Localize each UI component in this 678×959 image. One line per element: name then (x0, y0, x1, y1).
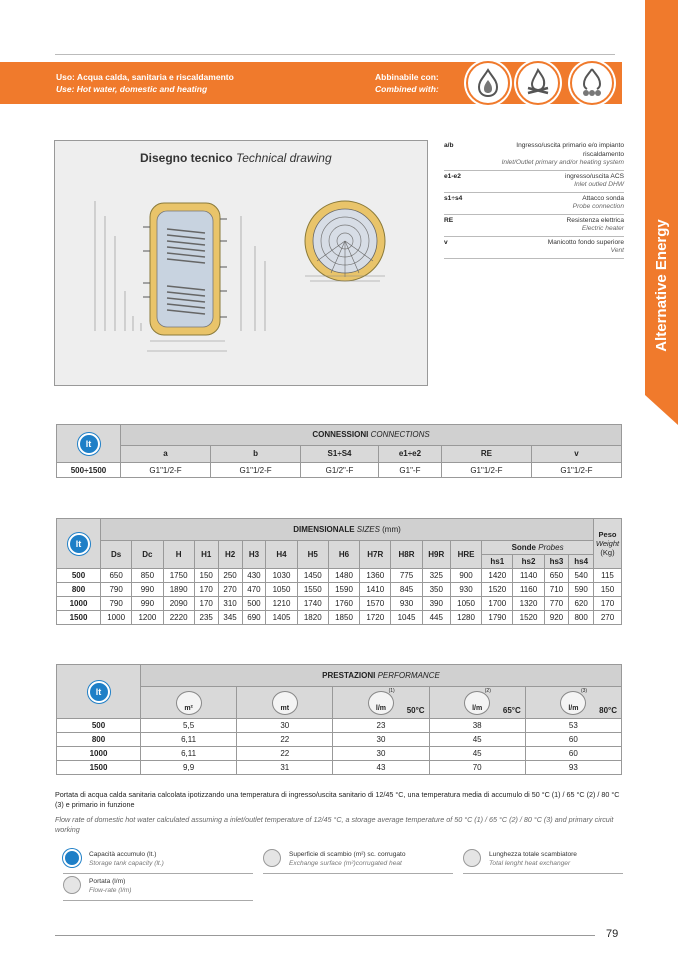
connections-cell: G1"1/2-F (121, 463, 211, 478)
sizes-cell: 1030 (266, 569, 297, 583)
performance-model: 1500 (57, 761, 141, 775)
performance-row (57, 747, 622, 761)
sizes-col-header: Dc (132, 541, 163, 569)
connections-cell: G1"-F (379, 463, 442, 478)
combined-text (375, 71, 439, 95)
sizes-cell: 650 (101, 569, 132, 583)
probe-col-header: hs3 (544, 555, 569, 569)
sizes-cell: 800 (569, 611, 594, 625)
performance-model: 500 (57, 719, 141, 733)
sizes-cell: 310 (218, 597, 242, 611)
legend-it: Ingresso/uscita primario e/o impianto riscaldamento (516, 142, 624, 158)
connections-cell: G1"1/2-F (531, 463, 621, 478)
sizes-cell: 1140 (513, 569, 544, 583)
sizes-cell: 150 (194, 569, 218, 583)
sizes-cell: 620 (569, 597, 594, 611)
performance-cell: 30 (333, 733, 429, 747)
flow-rate-icon (368, 691, 394, 715)
connections-badge-cell (57, 425, 121, 463)
sizes-cell: 430 (242, 569, 266, 583)
sizes-col-header: H6 (328, 541, 359, 569)
sizes-badge-cell (57, 519, 101, 569)
performance-badge-cell (57, 665, 141, 719)
sizes-cell: 930 (391, 597, 422, 611)
icon-label: mt (280, 704, 290, 712)
sizes-cell: 345 (218, 611, 242, 625)
heat-pump-icon (570, 61, 614, 105)
sizes-cell: 1210 (266, 597, 297, 611)
probe-col-header: hs2 (513, 555, 544, 569)
probes-en: Probes (538, 543, 564, 552)
sizes-cell: 790 (101, 597, 132, 611)
connections-cell: G1"1/2-F (441, 463, 531, 478)
sizes-cell: 1050 (266, 583, 297, 597)
sizes-cell: 1570 (360, 597, 391, 611)
performance-cell: 5,5 (141, 719, 237, 733)
sizes-cell: 1520 (482, 583, 513, 597)
key-exchange-surface: Superficie di scambio (m²) sc. corrugato Exchange surface (m²)corrugated heat (263, 849, 453, 871)
legend-value (484, 142, 624, 168)
performance-model: 800 (57, 733, 141, 747)
sizes-col-header: H (163, 541, 194, 569)
legend-row (444, 140, 624, 171)
sizes-model: 1000 (57, 597, 101, 611)
connections-title: CONNESSIONI CONNECTIONS (121, 425, 622, 446)
probe-col-header: hs1 (482, 555, 513, 569)
side-tab-label: Alternative Energy (653, 218, 671, 352)
key-exchanger-length: Lunghezza totale scambiatore Total lenght heat exchanger (463, 849, 623, 871)
sizes-col-header: H8R (391, 541, 422, 569)
performance-title: PRESTAZIONI PERFORMANCE (141, 665, 622, 687)
legend-value (484, 239, 624, 256)
exchange-surface-icon (263, 849, 281, 867)
sizes-cell: 1480 (328, 569, 359, 583)
sizes-cell: 1450 (297, 569, 328, 583)
connections-cell: G1/2"-F (301, 463, 379, 478)
sizes-cell: 470 (242, 583, 266, 597)
legend-value (484, 217, 624, 234)
sizes-cell: 1760 (328, 597, 359, 611)
legend-en: Vent (610, 247, 624, 254)
legend-key: a/b (444, 142, 454, 149)
sizes-col-header: H2 (218, 541, 242, 569)
sizes-row (57, 611, 622, 625)
sizes-cell: 1000 (101, 611, 132, 625)
sizes-col-header: HRE (450, 541, 481, 569)
legend-en: Electric heater (581, 225, 624, 232)
performance-cell: 45 (429, 733, 525, 747)
sizes-cell: 1160 (513, 583, 544, 597)
gas-boiler-icon (466, 61, 510, 105)
icon-label: l/m (568, 704, 579, 712)
legend-key: e1-e2 (444, 172, 461, 180)
sizes-cell: 170 (194, 597, 218, 611)
performance-cell: 9,9 (141, 761, 237, 775)
performance-model: 1000 (57, 747, 141, 761)
sizes-row (57, 583, 622, 597)
sizes-cell: 390 (422, 597, 450, 611)
capacity-lt-icon (63, 849, 81, 867)
performance-col-header (237, 687, 333, 719)
page-number: 79 (606, 928, 619, 940)
sizes-col-header: Ds (101, 541, 132, 569)
performance-cell: 70 (429, 761, 525, 775)
sizes-table (56, 518, 622, 625)
sizes-model: 800 (57, 583, 101, 597)
performance-cell: 45 (429, 747, 525, 761)
sizes-cell: 770 (544, 597, 569, 611)
sizes-cell: 1360 (360, 569, 391, 583)
sizes-cell: 445 (422, 611, 450, 625)
capacity-lt-icon: lt (88, 681, 110, 703)
sizes-cell: 1550 (297, 583, 328, 597)
connections-col-header: a (121, 445, 211, 462)
tank-drawing (55, 141, 429, 387)
performance-cell: 31 (237, 761, 333, 775)
temperature-label: 80°C (599, 706, 617, 715)
top-rule (55, 54, 615, 55)
performance-col-header (429, 687, 525, 719)
sizes-cell: 1045 (391, 611, 422, 625)
icon-label: l/m (375, 704, 387, 712)
weight-header: Peso Weight (Kg) (594, 519, 622, 569)
combined-en: Combined with: (375, 84, 439, 94)
probes-header (482, 541, 594, 555)
temperature-label: 50°C (406, 706, 425, 715)
sizes-cell: 1590 (328, 583, 359, 597)
sizes-col-header: H3 (242, 541, 266, 569)
sizes-cell: 1200 (132, 611, 163, 625)
sizes-cell: 170 (194, 583, 218, 597)
legend-key: v (444, 238, 448, 246)
probe-col-header: hs4 (569, 555, 594, 569)
exchange-surface-icon (176, 691, 202, 715)
sizes-cell: 1050 (450, 597, 481, 611)
capacity-lt-icon: lt (78, 433, 100, 455)
sizes-cell: 930 (450, 583, 481, 597)
sizes-cell: 790 (101, 583, 132, 597)
sizes-cell: 710 (544, 583, 569, 597)
performance-cell: 22 (237, 733, 333, 747)
usage-text (56, 71, 234, 95)
note-mark: (2) (484, 688, 491, 694)
exchanger-length-icon (272, 691, 298, 715)
sizes-cell: 1820 (297, 611, 328, 625)
performance-row (57, 761, 622, 775)
sizes-col-header: H7R (360, 541, 391, 569)
sizes-cell: 1520 (513, 611, 544, 625)
sizes-cell: 920 (544, 611, 569, 625)
sizes-title: DIMENSIONALE SIZES (mm) (101, 519, 594, 541)
performance-cell: 43 (333, 761, 429, 775)
legend-it: Attacco sonda (582, 194, 624, 202)
sizes-cell: 250 (218, 569, 242, 583)
legend-row (444, 237, 624, 259)
notes-en: Flow rate of domestic hot water calculated assuming a inlet/outlet temperature of 12/45 °C, a storage average temperature of 50 °C (1) / 65 °C (2) / 80 °C (3) and primary circuit working (55, 815, 614, 834)
legend-en: Inlet/Outlet primary and/or heating system (501, 159, 624, 166)
temperature-label: 65°C (502, 706, 521, 715)
sizes-cell: 1790 (482, 611, 513, 625)
performance-row (57, 733, 622, 747)
performance-col-header (141, 687, 237, 719)
key-capacity: Capacità accumulo (lt.) Storage tank capacity (lt.) (63, 849, 253, 871)
combined-it: Abbinabile con: (375, 72, 439, 82)
connections-model: 500÷1500 (57, 463, 121, 478)
sizes-cell: 1405 (266, 611, 297, 625)
legend-it: Manicotto fondo superiore (547, 238, 624, 246)
performance-cell: 22 (237, 747, 333, 761)
bottom-rule (55, 935, 595, 936)
legend-row (444, 193, 624, 215)
performance-cell: 30 (237, 719, 333, 733)
performance-cell: 23 (333, 719, 429, 733)
sizes-row (57, 569, 622, 583)
sizes-cell: 1890 (163, 583, 194, 597)
sizes-cell: 270 (594, 611, 622, 625)
sizes-cell: 990 (132, 583, 163, 597)
legend-row (444, 171, 624, 193)
performance-row (57, 719, 622, 733)
usage-band (0, 62, 622, 104)
performance-cell: 6,11 (141, 733, 237, 747)
performance-cell: 30 (333, 747, 429, 761)
technical-drawing (54, 140, 428, 386)
sizes-cell: 1700 (482, 597, 513, 611)
sizes-cell: 150 (594, 583, 622, 597)
sizes-cell: 650 (544, 569, 569, 583)
note-mark: (3) (580, 688, 588, 694)
sizes-cell: 270 (218, 583, 242, 597)
sizes-cell: 170 (594, 597, 622, 611)
sizes-cell: 2220 (163, 611, 194, 625)
performance-table (56, 664, 622, 775)
sizes-row (57, 597, 622, 611)
performance-cell: 93 (525, 761, 621, 775)
sizes-cell: 1750 (163, 569, 194, 583)
sizes-cell: 1320 (513, 597, 544, 611)
drawing-title-it: Disegno tecnico (140, 151, 233, 165)
sizes-cell: 115 (594, 569, 622, 583)
sizes-model: 1500 (57, 611, 101, 625)
connections-col-header: RE (441, 445, 531, 462)
legend-value (484, 195, 624, 212)
sizes-cell: 350 (422, 583, 450, 597)
sizes-cell: 1720 (360, 611, 391, 625)
icon-label: m² (184, 704, 193, 712)
usage-it: Uso: Acqua calda, sanitaria e riscaldamento (56, 72, 234, 82)
wood-fire-icon (516, 61, 560, 105)
performance-cell: 6,11 (141, 747, 237, 761)
icon-label: l/m (472, 704, 483, 712)
performance-col-header (333, 687, 429, 719)
capacity-lt-icon: lt (68, 533, 90, 555)
usage-en: Use: Hot water, domestic and heating (56, 84, 208, 94)
legend-it: ingresso/uscita ACS (564, 172, 624, 180)
sizes-cell: 775 (391, 569, 422, 583)
notes (55, 790, 620, 835)
connections-cell: G1"1/2-F (211, 463, 301, 478)
legend-en: Probe connection (572, 203, 624, 210)
notes-it: Portata di acqua calda sanitaria calcolata ipotizzando una temperatura di ingresso/uscita sanitario di 12/45 °C, una temperatura media di accumulo di 50 °C (1) / 65 °C (2) / 80 °C (3) e primario in funzione (55, 790, 620, 809)
sizes-col-header: H5 (297, 541, 328, 569)
flow-rate-icon (63, 876, 81, 894)
sizes-cell: 850 (132, 569, 163, 583)
connections-col-header: b (211, 445, 301, 462)
performance-cell: 60 (525, 733, 621, 747)
note-mark: (1) (388, 688, 395, 694)
legend-en: Inlet outled DHW (574, 181, 624, 188)
sizes-cell: 845 (391, 583, 422, 597)
flow-rate-icon (464, 691, 490, 715)
sizes-model: 500 (57, 569, 101, 583)
legend-row (444, 215, 624, 237)
connections-table (56, 424, 622, 478)
sizes-cell: 1410 (360, 583, 391, 597)
key-flow-rate: Portata (l/m) Flow-rate (l/m) (63, 876, 253, 898)
sizes-cell: 1280 (450, 611, 481, 625)
performance-cell: 53 (525, 719, 621, 733)
performance-cell: 38 (429, 719, 525, 733)
connections-col-header: e1÷e2 (379, 445, 442, 462)
sizes-cell: 325 (422, 569, 450, 583)
sizes-cell: 990 (132, 597, 163, 611)
probes-it: Sonde (511, 543, 539, 552)
flow-rate-icon (560, 691, 586, 715)
drawing-legend (444, 140, 624, 259)
side-tab (645, 0, 678, 425)
legend-key: RE (444, 216, 454, 224)
sizes-cell: 590 (569, 583, 594, 597)
performance-cell: 60 (525, 747, 621, 761)
sizes-cell: 500 (242, 597, 266, 611)
sizes-cell: 235 (194, 611, 218, 625)
connections-col-header: v (531, 445, 621, 462)
connections-col-header: S1÷S4 (301, 445, 379, 462)
sizes-cell: 540 (569, 569, 594, 583)
sizes-cell: 2090 (163, 597, 194, 611)
exchanger-length-icon (463, 849, 481, 867)
legend-value (484, 173, 624, 190)
drawing-title-en: Technical drawing (236, 151, 332, 165)
sizes-cell: 690 (242, 611, 266, 625)
sizes-col-header: H9R (422, 541, 450, 569)
sizes-cell: 1740 (297, 597, 328, 611)
sizes-col-header: H4 (266, 541, 297, 569)
legend-it: Resistenza elettrica (566, 216, 624, 224)
sizes-cell: 1420 (482, 569, 513, 583)
sizes-cell: 900 (450, 569, 481, 583)
performance-col-header (525, 687, 621, 719)
sizes-col-header: H1 (194, 541, 218, 569)
sizes-cell: 1850 (328, 611, 359, 625)
legend-key: s1÷s4 (444, 194, 463, 202)
